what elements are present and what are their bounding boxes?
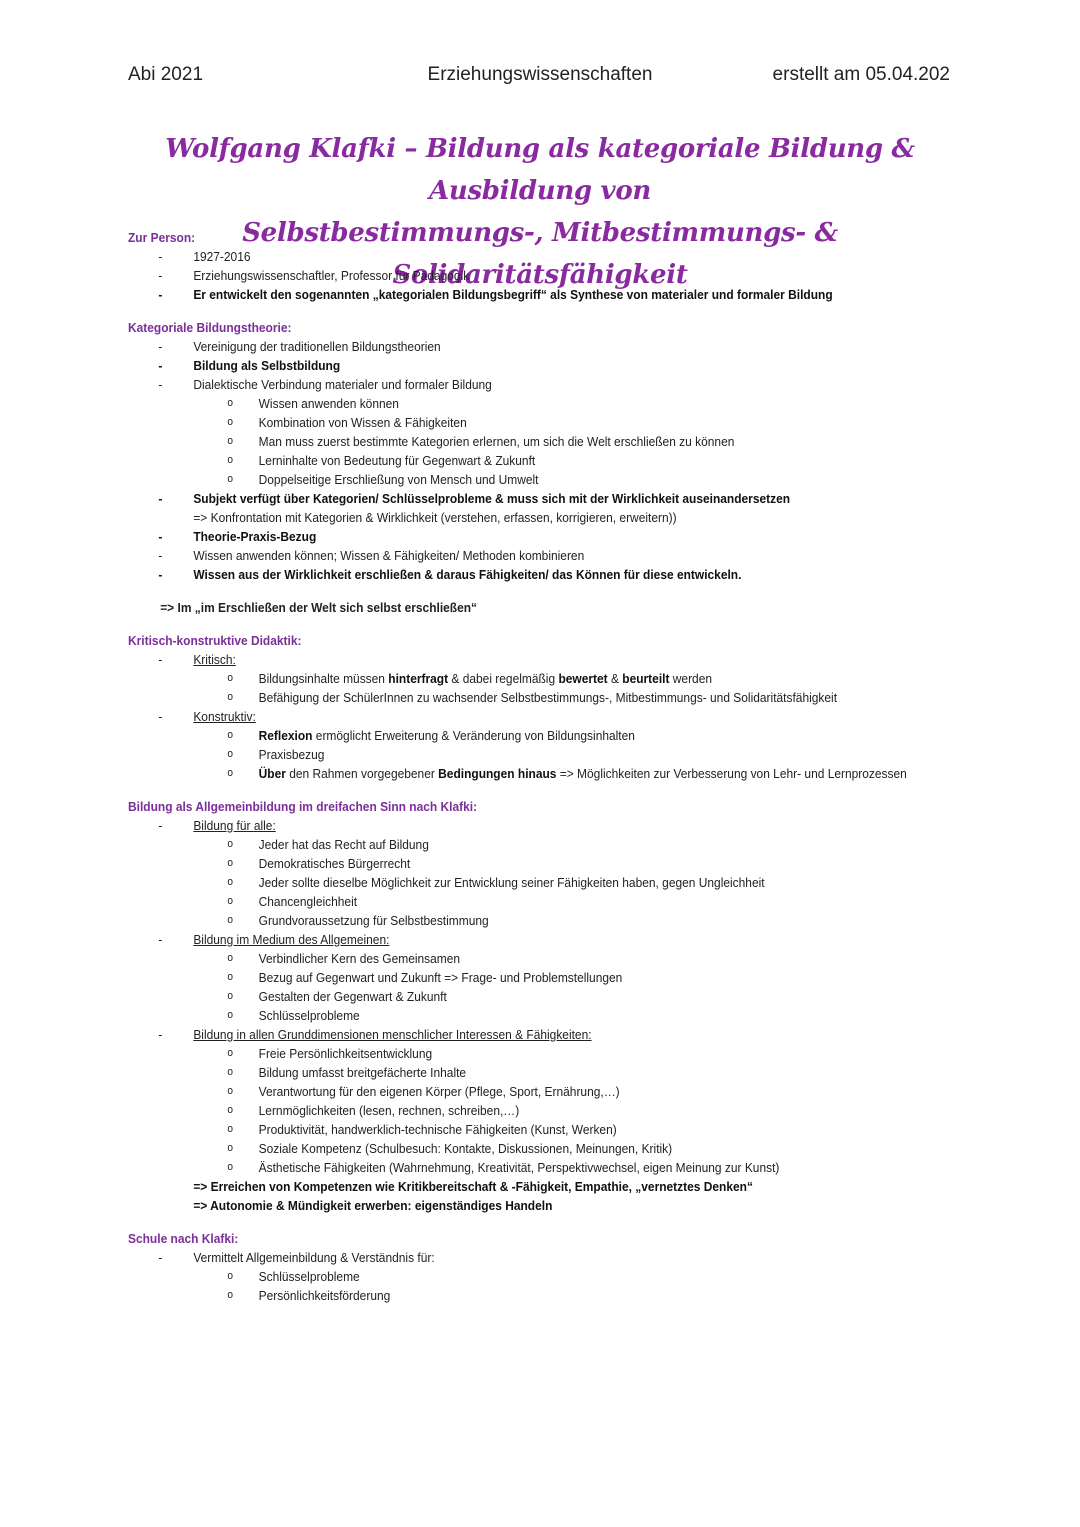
- conclusion: => Im „im Erschließen der Welt sich selbst erschließen“: [160, 600, 478, 615]
- sub-list-item: o Ästhetische Fähigkeiten (Wahrnehmung, Kreativität, Perspektivwechsel, eigen Meinung zur Kunst): [128, 1158, 919, 1177]
- list-item: - Dialektische Verbindung materialer und formaler Bildung: [128, 375, 919, 394]
- title-line-2: Selbstbestimmungs-, Mitbestimmungs- & Solidaritätsfähigkeit: [242, 218, 838, 290]
- sub-list-item: o Bildungsinhalte müssen hinterfragt & dabei regelmäßig bewertet & beurteilt werden: [128, 669, 919, 688]
- subheading-kritisch: Kritisch:: [193, 652, 236, 667]
- document-body: [128, 228, 919, 1305]
- list-item: - Wissen anwenden können; Wissen & Fähigkeiten/ Methoden kombinieren: [128, 546, 919, 565]
- section-heading-allgemeinbildung: Bildung als Allgemeinbildung im dreifachen Sinn nach Klafki:: [128, 799, 478, 814]
- list-item: - Bildung als Selbstbildung: [128, 356, 919, 375]
- subheading-fuer-alle: Bildung für alle:: [193, 818, 276, 833]
- sub-list-item: o Bezug auf Gegenwart und Zukunft => Frage- und Problemstellungen: [128, 968, 919, 987]
- list-item: - Wissen aus der Wirklichkeit erschließen & daraus Fähigkeiten/ das Können für diese entwickeln.: [128, 565, 919, 584]
- sub-list-item: o Befähigung der SchülerInnen zu wachsender Selbstbestimmungs-, Mitbestimmungs- und Solidaritätsfähigkeit: [128, 688, 919, 707]
- section-heading-person: Zur Person:: [128, 230, 196, 245]
- list-item-continuation: => Konfrontation mit Kategorien & Wirklichkeit (verstehen, erfassen, korrigieren, erweitern)): [193, 510, 677, 525]
- result-line: => Autonomie & Mündigkeit erwerben: eigenständiges Handeln: [193, 1198, 553, 1213]
- sub-list-item: o Jeder sollte dieselbe Möglichkeit zur Entwicklung seiner Fähigkeiten haben, gegen Ungleichheit: [128, 873, 919, 892]
- sub-list-item: o Chancengleichheit: [128, 892, 919, 911]
- sub-list-item: o Jeder hat das Recht auf Bildung: [128, 835, 919, 854]
- sub-list-item: o Schlüsselprobleme: [128, 1267, 919, 1286]
- sub-list-item: o Demokratisches Bürgerrecht: [128, 854, 919, 873]
- list-item: - Erziehungswissenschaftler, Professor für Pädagogik: [128, 266, 919, 285]
- sub-list-item: o Über den Rahmen vorgegebener Bedingungen hinaus => Möglichkeiten zur Verbesserung von Lehr- und Lernprozessen: [128, 764, 919, 783]
- subheading-medium: Bildung im Medium des Allgemeinen:: [193, 932, 390, 947]
- list-item: - Vereinigung der traditionellen Bildungstheorien: [128, 337, 919, 356]
- sub-list-item: o Praxisbezug: [128, 745, 919, 764]
- sub-list-item: o Freie Persönlichkeitsentwicklung: [128, 1044, 919, 1063]
- result-line: => Erreichen von Kompetenzen wie Kritikbereitschaft & -Fähigkeit, Empathie, „vernetztes Denken“: [193, 1179, 753, 1194]
- sub-list-item: o Doppelseitige Erschließung von Mensch und Umwelt: [128, 470, 919, 489]
- sub-list-item: o Lerninhalte von Bedeutung für Gegenwart & Zukunft: [128, 451, 919, 470]
- sub-list-item: o Kombination von Wissen & Fähigkeiten: [128, 413, 919, 432]
- sub-list-item: o Verantwortung für den eigenen Körper (Pflege, Sport, Ernährung,…): [128, 1082, 919, 1101]
- sub-list-item: o Wissen anwenden können: [128, 394, 919, 413]
- subheading-konstruktiv: Konstruktiv:: [193, 709, 256, 724]
- section-heading-kategorial: Kategoriale Bildungstheorie:: [128, 320, 292, 335]
- list-item: - Vermittelt Allgemeinbildung & Verständnis für:: [128, 1248, 919, 1267]
- sub-list-item: o Gestalten der Gegenwart & Zukunft: [128, 987, 919, 1006]
- title-line-1: Wolfgang Klafki – Bildung als kategoriale Bildung & Ausbildung von: [165, 134, 915, 206]
- sub-list-item: o Bildung umfasst breitgefächerte Inhalte: [128, 1063, 919, 1082]
- subheading-dimensionen: Bildung in allen Grunddimensionen menschlicher Interessen & Fähigkeiten:: [193, 1027, 592, 1042]
- header-subject: Erziehungswissenschaften: [427, 64, 653, 85]
- sub-list-item: o Grundvoraussetzung für Selbstbestimmung: [128, 911, 919, 930]
- sub-list-item: o Man muss zuerst bestimmte Kategorien erlernen, um sich die Welt erschließen zu können: [128, 432, 919, 451]
- list-item: - Subjekt verfügt über Kategorien/ Schlüsselprobleme & muss sich mit der Wirklichkeit auseinandersetzen: [128, 489, 919, 508]
- section-heading-didaktik: Kritisch-konstruktive Didaktik:: [128, 633, 302, 648]
- header-date: erstellt am 05.04.202: [772, 64, 950, 85]
- sub-list-item: o Reflexion ermöglicht Erweiterung & Veränderung von Bildungsinhalten: [128, 726, 919, 745]
- list-item: - 1927-2016: [128, 247, 919, 266]
- list-item: - Er entwickelt den sogenannten „kategorialen Bildungsbegriff“ als Synthese von materialer und formaler Bildung: [128, 285, 919, 304]
- sub-list-item: o Schlüsselprobleme: [128, 1006, 919, 1025]
- header-left: Abi 2021: [128, 64, 204, 85]
- list-item: - Theorie-Praxis-Bezug: [128, 527, 919, 546]
- sub-list-item: o Verbindlicher Kern des Gemeinsamen: [128, 949, 919, 968]
- section-heading-schule: Schule nach Klafki:: [128, 1231, 239, 1246]
- sub-list-item: o Soziale Kompetenz (Schulbesuch: Kontakte, Diskussionen, Meinungen, Kritik): [128, 1139, 919, 1158]
- sub-list-item: o Persönlichkeitsförderung: [128, 1286, 919, 1305]
- sub-list-item: o Lernmöglichkeiten (lesen, rechnen, schreiben,…): [128, 1101, 919, 1120]
- sub-list-item: o Produktivität, handwerklich-technische Fähigkeiten (Kunst, Werken): [128, 1120, 919, 1139]
